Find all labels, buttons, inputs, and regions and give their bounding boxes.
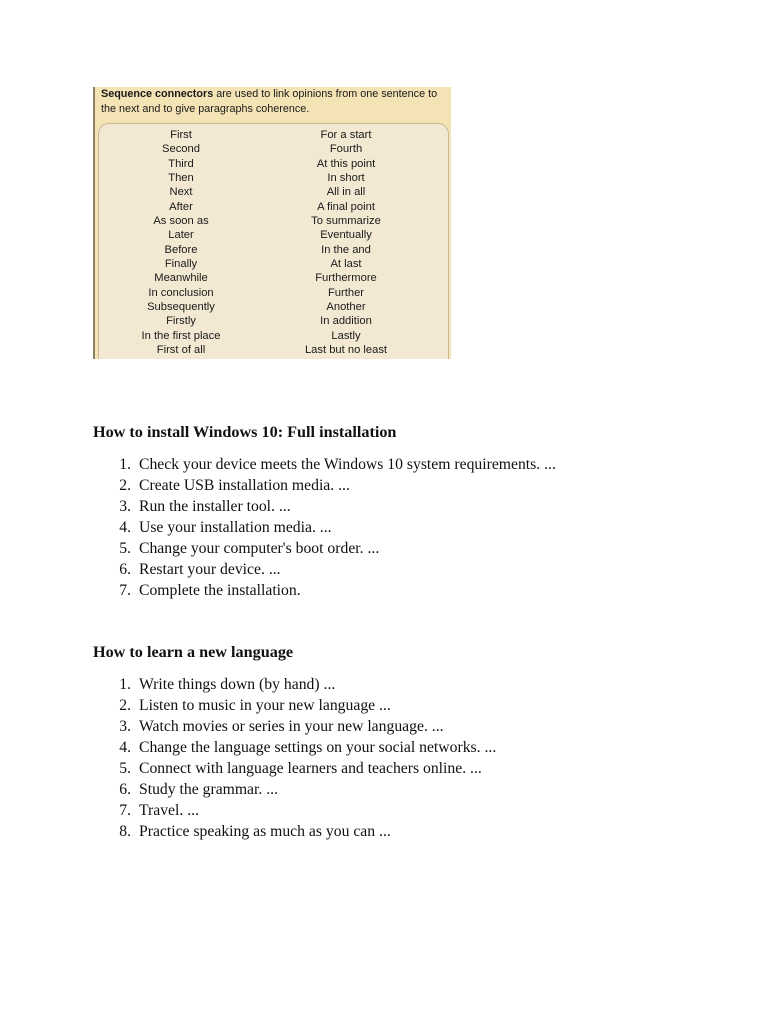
connector-word: First of all [156, 344, 206, 357]
connector-word: Next [169, 186, 193, 199]
list-item-number: 4. [119, 739, 131, 756]
connector-left-column [111, 128, 251, 358]
connector-word: For a start [320, 129, 372, 141]
list-item [93, 475, 556, 496]
list-item-number: 5. [119, 540, 131, 557]
list-item [93, 737, 496, 758]
connector-word: Before [164, 243, 198, 256]
list-item-text: Study the grammar. ... [139, 781, 278, 798]
connector-word: Third [168, 157, 194, 170]
connector-word: In addition [320, 315, 372, 328]
section-title-windows: How to install Windows 10: Full installation [93, 423, 397, 441]
connector-right-column [281, 128, 411, 358]
connector-word: A final point [317, 200, 375, 213]
list-item-number: 1. [119, 456, 131, 473]
connector-word: At last [330, 258, 362, 271]
connector-word: Meanwhile [154, 272, 208, 285]
list-item [93, 580, 556, 601]
language-steps-list [93, 674, 496, 842]
list-item-text: Complete the installation. [139, 582, 301, 599]
sequence-connectors-image [93, 87, 451, 359]
connector-word: Last but no least [304, 344, 388, 357]
connector-word: In short [327, 172, 365, 185]
connector-word: Later [168, 229, 194, 242]
connector-caption [101, 87, 451, 117]
list-item [93, 779, 496, 800]
list-item-text: Check your device meets the Windows 10 system requirements. ... [139, 456, 556, 473]
list-item [93, 821, 496, 842]
list-item-number: 4. [119, 519, 131, 536]
list-item-text: Connect with language learners and teachers online. ... [139, 760, 482, 777]
section-title-language: How to learn a new language [93, 643, 294, 661]
connector-word: Eventually [320, 229, 372, 242]
connector-word: All in all [326, 186, 366, 199]
connector-word: Lastly [331, 329, 361, 342]
connector-word: Then [168, 172, 194, 185]
list-item-text: Listen to music in your new language ... [139, 697, 391, 714]
list-item-number: 7. [119, 802, 131, 819]
list-item-number: 3. [119, 718, 131, 735]
list-item [93, 517, 556, 538]
list-item-text: Travel. ... [139, 802, 199, 819]
connector-word: After [169, 200, 193, 213]
connector-word: In the and [321, 243, 371, 256]
list-item [93, 559, 556, 580]
connector-word: Second [162, 143, 200, 156]
connector-word: At this point [316, 157, 376, 170]
list-item-text: Change your computer's boot order. ... [139, 540, 380, 557]
list-item [93, 800, 496, 821]
connector-caption-rest: are used to link opinions from one sentence to the next and to give paragraphs coherence. [101, 88, 438, 115]
list-item-text: Run the installer tool. ... [139, 498, 291, 515]
list-item-number: 5. [119, 760, 131, 777]
list-item [93, 758, 496, 779]
list-item-text: Practice speaking as much as you can ... [139, 823, 391, 840]
list-item-text: Watch movies or series in your new language. ... [139, 718, 444, 735]
windows-steps-list [93, 454, 556, 601]
list-item-text: Write things down (by hand) ... [139, 676, 336, 693]
list-item [93, 454, 556, 475]
connector-word: Further [327, 286, 365, 299]
list-item-number: 7. [119, 582, 131, 599]
list-item-number: 6. [119, 561, 131, 578]
list-item-text: Change the language settings on your social networks. ... [139, 739, 497, 756]
list-item-number: 6. [119, 781, 131, 798]
list-item [93, 716, 496, 737]
list-item-number: 8. [119, 823, 131, 840]
connector-word: Another [326, 301, 366, 314]
connector-word: Fourth [329, 143, 363, 156]
list-item-text: Use your installation media. ... [139, 519, 332, 536]
list-item [93, 695, 496, 716]
list-item-number: 3. [119, 498, 131, 515]
connector-word: To summarize [311, 215, 381, 228]
connector-word: In conclusion [148, 286, 214, 299]
connector-caption-bold: Sequence connectors [101, 88, 214, 100]
connector-word: Furthermore [315, 272, 377, 285]
connector-word: In the first place [141, 329, 221, 342]
list-item-number: 2. [119, 477, 131, 494]
connector-word: Subsequently [147, 301, 215, 314]
connector-word: As soon as [153, 215, 209, 228]
list-item [93, 538, 556, 559]
connector-word: Firstly [166, 315, 196, 328]
list-item [93, 496, 556, 517]
list-item-number: 1. [119, 676, 131, 693]
connector-word: Finally [164, 258, 198, 271]
list-item-text: Restart your device. ... [139, 561, 281, 578]
connector-word: First [170, 129, 192, 141]
list-item-text: Create USB installation media. ... [139, 477, 350, 494]
list-item [93, 674, 496, 695]
list-item-number: 2. [119, 697, 131, 714]
